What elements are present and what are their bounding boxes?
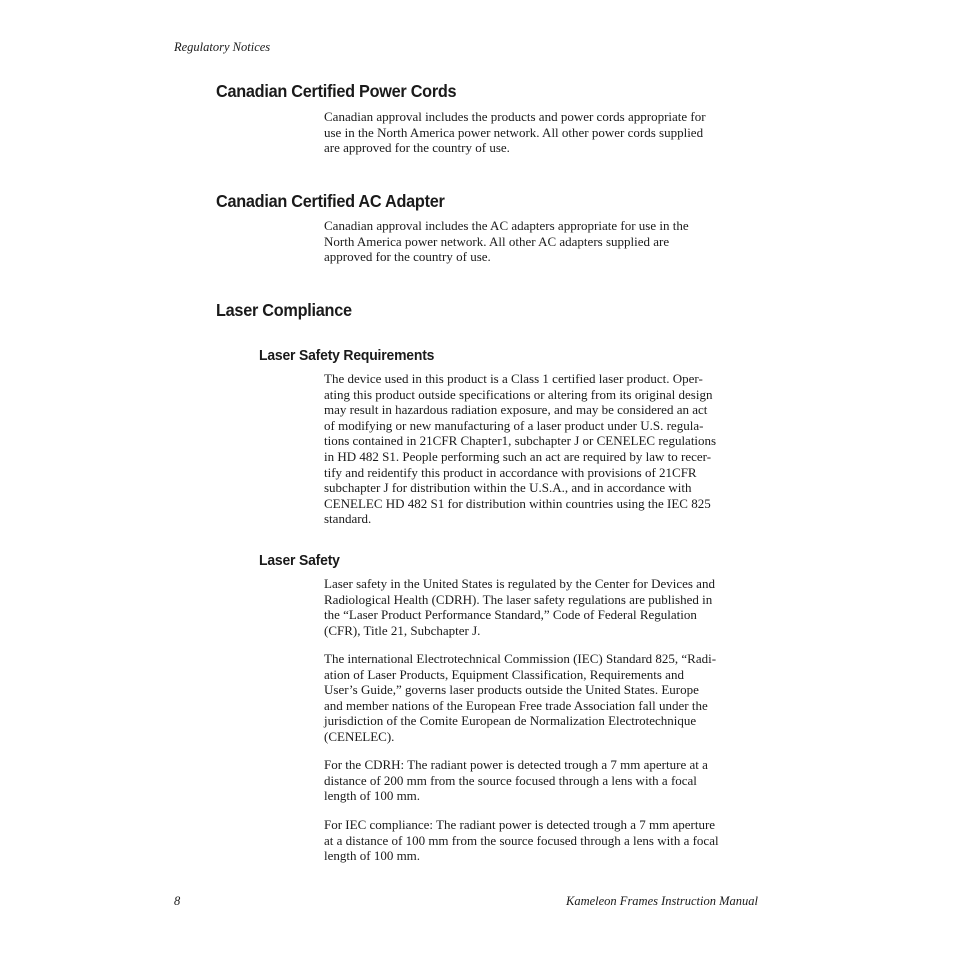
manual-title: Kameleon Frames Instruction Manual (566, 894, 758, 908)
text-line: distance of 200 mm from the source focused through a lens with a focal (324, 772, 697, 788)
text-line: the “Laser Product Performance Standard,” Code of Federal Regulation (324, 607, 697, 623)
text-line: approved for the country of use. (324, 249, 491, 265)
paragraph-laser-safety-iec (324, 651, 760, 745)
heading-laser-compliance: Laser Compliance (216, 300, 352, 320)
text-line: User’s Guide,” governs laser products outside the United States. Europe (324, 682, 699, 698)
text-line: Canadian approval includes the products and power cords appropriate for (324, 109, 706, 124)
text-line: are approved for the country of use. (324, 140, 510, 156)
paragraph-laser-safety-cdrh-measurement (324, 757, 760, 804)
text-line: and member nations of the European Free trade Association fall under the (324, 697, 708, 713)
text-line: The device used in this product is a Class 1 certified laser product. Oper- (324, 371, 703, 386)
text-line: subchapter J for distribution within the U.S.A., and in accordance with (324, 480, 692, 496)
text-line: in HD 482 S1. People performing such an act are required by law to recer- (324, 448, 712, 464)
text-line: tify and reidentify this product in accordance with provisions of 21CFR (324, 464, 697, 480)
text-line: of modifying or new manufacturing of a laser product under U.S. regula- (324, 417, 704, 433)
page-number: 8 (174, 894, 181, 908)
text-line: may result in hazardous radiation exposure, and may be considered an act (324, 402, 708, 418)
text-line: standard. (324, 511, 372, 527)
heading-canadian-ac-adapter: Canadian Certified AC Adapter (216, 191, 445, 211)
text-line: CENELEC HD 482 S1 for distribution within countries using the IEC 825 (324, 495, 711, 511)
paragraph-laser-safety-iec-measurement (324, 817, 760, 864)
text-line: length of 100 mm. (324, 848, 421, 864)
paragraph-laser-safety-cdrh-intro (324, 576, 760, 638)
text-line: jurisdiction of the Comite European de Normalization Electrotechnique (324, 713, 697, 729)
text-line: For IEC compliance: The radiant power is detected trough a 7 mm aperture (324, 817, 716, 832)
running-head: Regulatory Notices (174, 40, 271, 54)
paragraph-laser-safety-requirements (324, 371, 760, 527)
text-line: Canadian approval includes the AC adapters appropriate for use in the (324, 218, 689, 233)
text-line: North America power network. All other AC adapters supplied are (324, 233, 670, 249)
paragraph-canadian-ac-adapter (324, 218, 760, 265)
text-line: (CFR), Title 21, Subchapter J. (324, 622, 481, 638)
text-line: use in the North America power network. All other power cords supplied (324, 124, 704, 140)
text-line: length of 100 mm. (324, 788, 421, 804)
text-line: Laser safety in the United States is regulated by the Center for Devices and (324, 576, 715, 591)
text-line: ation of Laser Products, Equipment Classification, Requirements and (324, 666, 684, 682)
text-line: tions contained in 21CFR Chapter1, subchapter J or CENELEC regulations (324, 433, 717, 449)
paragraph-canadian-power-cords (324, 109, 760, 156)
text-line: The international Electrotechnical Commission (IEC) Standard 825, “Radi- (324, 651, 717, 666)
text-line: ating this product outside specifications or altering from its original design (324, 386, 713, 402)
text-line: For the CDRH: The radiant power is detected trough a 7 mm aperture at a (324, 757, 708, 772)
text-line: at a distance of 100 mm from the source focused through a lens with a focal (324, 832, 719, 848)
subheading-laser-safety: Laser Safety (259, 552, 340, 569)
heading-canadian-power-cords: Canadian Certified Power Cords (216, 81, 457, 101)
subheading-laser-safety-requirements: Laser Safety Requirements (259, 347, 435, 364)
text-line: Radiological Health (CDRH). The laser safety regulations are published in (324, 591, 713, 607)
text-line: (CENELEC). (324, 728, 395, 744)
